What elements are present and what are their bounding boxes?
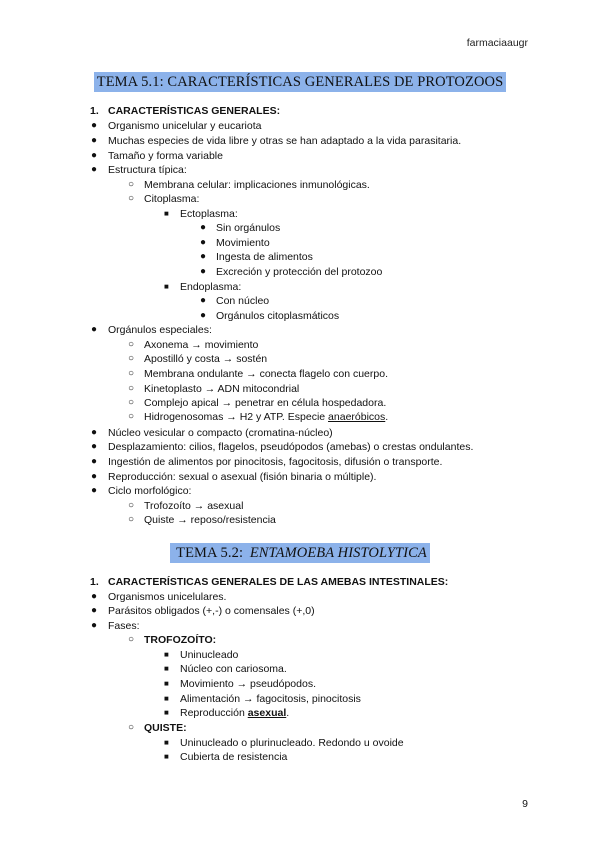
bullet-icon: ●	[91, 120, 98, 131]
list-item: Endoplasma:	[180, 281, 242, 293]
list-item: Parásitos obligados (+,-) o comensales (+,0)	[108, 605, 315, 617]
list-item: Orgánulos especiales:	[108, 324, 212, 336]
list-item: Con núcleo	[216, 295, 270, 307]
list-item: Citoplasma:	[144, 193, 200, 205]
page-number: 9	[522, 798, 528, 810]
bullet-icon: ●	[91, 441, 98, 452]
list-item: Ectoplasma:	[180, 208, 238, 220]
heading-number: 1.	[90, 105, 99, 117]
square-bullet-icon: ■	[164, 209, 169, 218]
heading-caracteristicas: CARACTERÍSTICAS GENERALES:	[108, 105, 281, 117]
list-item: Ciclo morfológico:	[108, 485, 192, 497]
section-title-5-1	[0, 73, 600, 91]
hidro-text: Hidrogenosomas → H2 y ATP. Especie	[144, 411, 329, 423]
square-bullet-icon: ■	[164, 738, 169, 747]
list-item: Membrana celular: implicaciones inmunológicas.	[144, 179, 370, 191]
square-bullet-icon: ■	[164, 664, 169, 673]
bullet-icon: ●	[91, 591, 98, 602]
circle-bullet-icon: ○	[128, 383, 135, 394]
section-title-5-2	[0, 544, 600, 562]
circle-bullet-icon: ○	[128, 634, 135, 645]
quiste-heading: QUISTE:	[144, 722, 187, 734]
list-item: Muchas especies de vida libre y otras se han adaptado a la vida parasitaria.	[108, 135, 462, 147]
repro-underlined: asexual	[247, 707, 287, 719]
list-item: Tamaño y forma variable	[108, 150, 223, 162]
list-item: Movimiento	[216, 237, 270, 249]
list-item: Sin orgánulos	[216, 222, 281, 234]
title-5-2-text	[170, 543, 430, 563]
list-item: Organismos unicelulares.	[108, 591, 227, 603]
circle-bullet-icon: ○	[128, 397, 135, 408]
list-item: Axonema → movimiento	[144, 339, 259, 351]
list-item: Movimiento → pseudópodos.	[180, 678, 316, 690]
list-item: Núcleo vesicular o compacto (cromatina-núcleo)	[108, 427, 333, 439]
list-item: Estructura típica:	[108, 164, 187, 176]
circle-bullet-icon: ○	[128, 514, 135, 525]
bullet-icon: ●	[91, 456, 98, 467]
circle-bullet-icon: ○	[128, 500, 135, 511]
list-item: Apostilló y costa → sostén	[144, 353, 268, 365]
list-item: Fases:	[108, 620, 140, 632]
repro-text: Reproducción	[180, 707, 248, 719]
list-item: Organismo unicelular y eucariota	[108, 120, 262, 132]
title-5-2-prefix: TEMA 5.2:	[173, 543, 250, 563]
bullet-icon: ●	[91, 427, 98, 438]
hidro-end: .	[385, 411, 389, 423]
title-5-1-text: TEMA 5.1: CARACTERÍSTICAS GENERALES DE PROTOZOOS	[94, 72, 507, 92]
square-bullet-icon: ■	[164, 650, 169, 659]
trofozoito-heading: TROFOZOÍTO:	[144, 634, 217, 646]
list-item: Alimentación → fagocitosis, pinocitosis	[180, 693, 361, 705]
list-item: Ingesta de alimentos	[216, 251, 313, 263]
bullet-icon: ●	[91, 324, 98, 335]
heading-amebas: CARACTERÍSTICAS GENERALES DE LAS AMEBAS INTESTINALES:	[108, 576, 449, 588]
list-item: Complejo apical → penetrar en célula hospedadora.	[144, 397, 387, 409]
bullet-icon: ●	[200, 237, 207, 248]
page-header: farmaciaaugr	[466, 37, 528, 49]
hidro-underlined: anaeróbicos	[328, 411, 386, 423]
square-bullet-icon: ■	[164, 708, 169, 717]
list-item-hidrogenosomas	[144, 410, 388, 424]
circle-bullet-icon: ○	[128, 368, 135, 379]
circle-bullet-icon: ○	[128, 339, 135, 350]
bullet-icon: ●	[91, 485, 98, 496]
bullet-icon: ●	[91, 620, 98, 631]
bullet-icon: ●	[200, 222, 207, 233]
bullet-icon: ●	[200, 251, 207, 262]
list-item: Quiste → reposo/resistencia	[144, 514, 276, 526]
bullet-icon: ●	[91, 164, 98, 175]
circle-bullet-icon: ○	[128, 179, 135, 190]
circle-bullet-icon: ○	[128, 353, 135, 364]
list-item: Cubierta de resistencia	[180, 751, 288, 763]
square-bullet-icon: ■	[164, 282, 169, 291]
list-item: Núcleo con cariosoma.	[180, 663, 287, 675]
bullet-icon: ●	[91, 471, 98, 482]
repro-end: .	[286, 707, 290, 719]
square-bullet-icon: ■	[164, 679, 169, 688]
bullet-icon: ●	[200, 266, 207, 277]
title-5-2-italic: ENTAMOEBA HISTOLYTICA	[249, 545, 427, 561]
bullet-icon: ●	[200, 310, 207, 321]
list-item: Ingestión de alimentos por pinocitosis, fagocitosis, difusión o transporte.	[108, 456, 443, 468]
list-item: Kinetoplasto → ADN mitocondrial	[144, 383, 300, 395]
list-item: Reproducción: sexual o asexual (fisión binaria o múltiple).	[108, 471, 377, 483]
list-item: Uninucleado	[180, 649, 239, 661]
bullet-icon: ●	[91, 605, 98, 616]
square-bullet-icon: ■	[164, 694, 169, 703]
circle-bullet-icon: ○	[128, 722, 135, 733]
square-bullet-icon: ■	[164, 752, 169, 761]
heading-number: 1.	[90, 576, 99, 588]
circle-bullet-icon: ○	[128, 411, 135, 422]
list-item: Trofozoíto → asexual	[144, 500, 244, 512]
bullet-icon: ●	[91, 135, 98, 146]
list-item: Membrana ondulante → conecta flagelo con cuerpo.	[144, 368, 388, 380]
bullet-icon: ●	[200, 295, 207, 306]
circle-bullet-icon: ○	[128, 193, 135, 204]
list-item: Excreción y protección del protozoo	[216, 266, 383, 278]
list-item-reproduccion	[180, 706, 289, 720]
list-item: Desplazamiento: cilios, flagelos, pseudópodos (amebas) o crestas ondulantes.	[108, 441, 474, 453]
bullet-icon: ●	[91, 150, 98, 161]
list-item: Uninucleado o plurinucleado. Redondo u ovoide	[180, 737, 404, 749]
list-item: Orgánulos citoplasmáticos	[216, 310, 340, 322]
